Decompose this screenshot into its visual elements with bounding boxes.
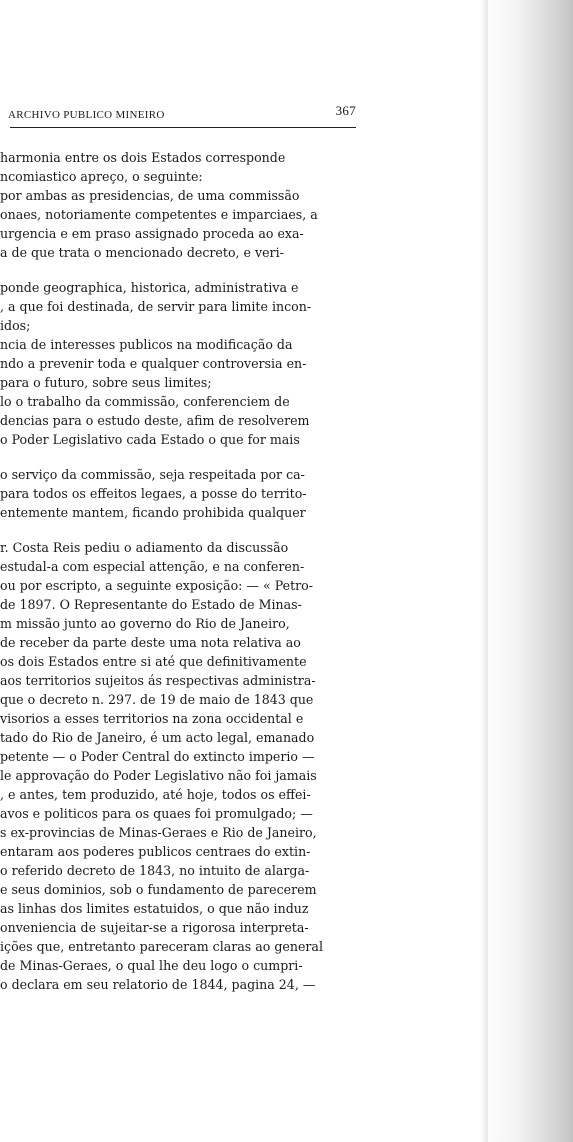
- page-number: 367: [335, 103, 356, 118]
- text-line: s ex-provincias de Minas-Geraes e Rio de Janeiro,: [0, 825, 317, 840]
- text-line: ndo a prevenir toda e qualquer controversia en-: [0, 356, 307, 371]
- page-fold: [480, 0, 488, 1142]
- text-line: aos territorios sujeitos ás respectivas administra-: [0, 673, 316, 688]
- text-line: o serviço da commissão, seja respeitada por ca-: [0, 467, 305, 482]
- text-line: tado do Rio de Janeiro, é um acto legal, emanado: [0, 730, 315, 745]
- text-line: o referido decreto de 1843, no intuito de alarga-: [0, 863, 310, 878]
- text-line: de Minas-Geraes, o qual lhe deu logo o cumpri-: [0, 958, 303, 973]
- text-line: por ambas as presidencias, de uma commissão: [0, 188, 300, 203]
- text-line: os dois Estados entre si até que definitivamente: [0, 654, 307, 669]
- text-line: o declara em seu relatorio de 1844, pagina 24, —: [0, 977, 316, 992]
- text-line: que o decreto n. 297. de 19 de maio de 1843 que: [0, 692, 314, 707]
- text-line: entemente mantem, ficando prohibida qualquer: [0, 505, 306, 520]
- text-line: , e antes, tem produzido, até hoje, todos os effei-: [0, 787, 311, 802]
- text-line: le approvação do Poder Legislativo não foi jamais: [0, 768, 317, 783]
- text-line: , a que foi destinada, de servir para limite incon-: [0, 299, 312, 314]
- text-line: ou por escripto, a seguinte exposição: — « Petro-: [0, 578, 314, 593]
- text-line: [0, 262, 360, 278]
- text-line: ncomiastico apreço, o seguinte:: [0, 169, 203, 184]
- text-line: lo o trabalho da commissão, conferenciem de: [0, 394, 290, 409]
- running-title: ARCHIVO PUBLICO MINEIRO: [8, 109, 165, 121]
- text-line: entaram aos poderes publicos centraes do extin-: [0, 844, 311, 859]
- text-line: harmonia entre os dois Estados corresponde: [0, 150, 286, 165]
- text-line: onaes, notoriamente competentes e imparciaes, a: [0, 207, 318, 222]
- text-line: e seus dominios, sob o fundamento de parecerem: [0, 882, 317, 897]
- text-line: avos e politicos para os quaes foi promulgado; —: [0, 806, 313, 821]
- text-line: [0, 449, 360, 465]
- body-text: [0, 148, 360, 994]
- text-line: o Poder Legislativo cada Estado o que for mais: [0, 432, 300, 447]
- text-line: de 1897. O Representante do Estado de Minas-: [0, 597, 302, 612]
- text-line: ncia de interesses publicos na modificação da: [0, 337, 293, 352]
- text-line: [0, 522, 360, 538]
- text-line: m missão junto ao governo do Rio de Janeiro,: [0, 616, 290, 631]
- text-line: idos;: [0, 318, 31, 333]
- header-rule: [10, 127, 356, 128]
- text-line: r. Costa Reis pediu o adiamento da discussão: [0, 540, 289, 555]
- text-line: onveniencia de sujeitar-se a rigorosa interpreta-: [0, 920, 309, 935]
- text-line: visorios a esses territorios na zona occidental e: [0, 711, 304, 726]
- text-line: a de que trata o mencionado decreto, e veri-: [0, 245, 284, 260]
- text-line: petente — o Poder Central do extincto imperio —: [0, 749, 315, 764]
- text-line: as linhas dos limites estatuidos, o que não induz: [0, 901, 309, 916]
- text-line: de receber da parte deste uma nota relativa ao: [0, 635, 301, 650]
- text-line: dencias para o estudo deste, afim de resolverem: [0, 413, 310, 428]
- text-line: urgencia e em praso assignado proceda ao exa-: [0, 226, 304, 241]
- text-line: ponde geographica, historica, administrativa e: [0, 280, 299, 295]
- text-line: para todos os effeitos legaes, a posse do territo-: [0, 486, 307, 501]
- text-line: para o futuro, sobre seus limites;: [0, 375, 212, 390]
- page-gutter-shadow: [481, 0, 573, 1142]
- text-line: estudal-a com especial attenção, e na conferen-: [0, 559, 305, 574]
- text-line: ições que, entretanto pareceram claras ao general: [0, 939, 323, 954]
